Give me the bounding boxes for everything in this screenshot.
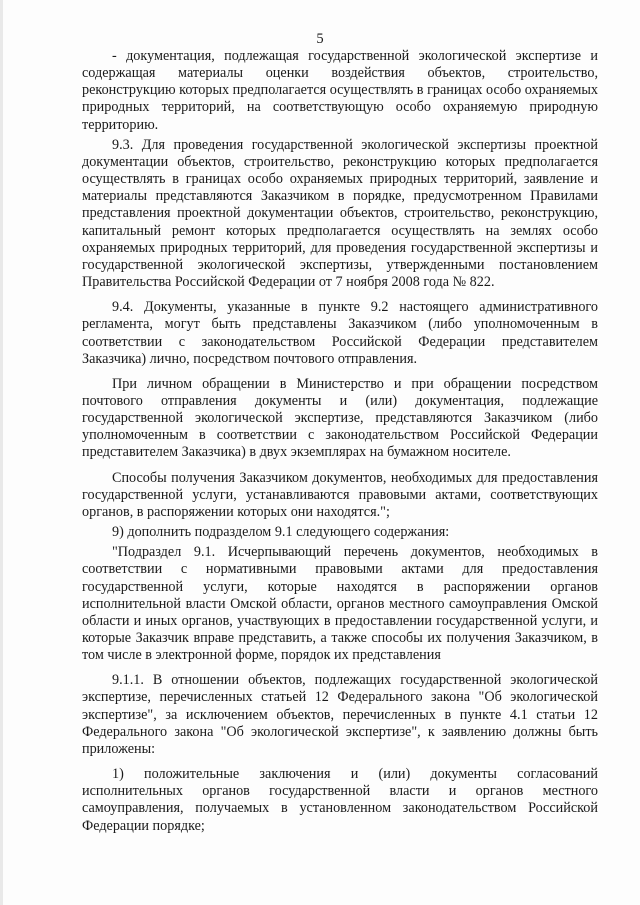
paragraph-item-1: 1) положительные заключения и (или) документы согласований исполнительных органов государственной власти и органов местного самоуправления, получаемых в установленном законодательством Российской Федерации порядке;	[82, 766, 598, 834]
paragraph-documentation-list-item: - документация, подлежащая государственной экологической экспертизе и содержащая материалы оценки воздействия объектов, строительство, реконструкцию которых предполагается осуществлять в границах особо охраняемых природных территорий, на соответствующую особо охраняемую природную территорию.	[82, 48, 598, 133]
paragraph-amendment-9: 9) дополнить подразделом 9.1 следующего содержания:	[112, 524, 450, 541]
scan-edge	[0, 0, 3, 905]
paragraph-subsection-9-1: "Подраздел 9.1. Исчерпывающий перечень документов, необходимых в соответствии с нормативными правовыми актами для предоставления государственной услуги, которые находятся в распоряжении органов исполнительной власти Омской области, органов местного самоуправления Омской области и иных органов, участвующих в предоставлении государственной услуги, и которые Заказчик вправе представить, а также способы их получения Заказчиком, в том числе в электронной форме, порядок их представления	[82, 544, 598, 664]
paragraph-9-1-1: 9.1.1. В отношении объектов, подлежащих государственной экологической экспертизе, перечисленных статьей 12 Федерального закона "Об экологической экспертизе", за исключением объектов, перечисленных в пункте 4.1 статьи 12 Федерального закона "Об экологической экспертизе", к заявлению должны быть приложены:	[82, 672, 598, 757]
paragraph-9-4: 9.4. Документы, указанные в пункте 9.2 настоящего административного регламента, могут быть представлены Заказчиком (либо уполномоченным в соответствии с законодательством Российской Федерации представителем Заказчика) лично, посредством почтового отправления.	[82, 299, 598, 367]
page-number: 5	[316, 31, 324, 47]
paragraph-personal-submission: При личном обращении в Министерство и при обращении посредством почтового отправления документы и (или) документация, подлежащие государственной экологической экспертизе, представляются Заказчиком (либо уполномоченным в соответствии с законодательством Российской Федерации представителем Заказчика) в двух экземплярах на бумажном носителе.	[82, 375, 598, 461]
document-body	[82, 48, 598, 835]
paragraph-9-3: 9.3. Для проведения государственной экологической экспертизы проектной документации объектов, строительство, реконструкцию которых предполагается осуществлять в границах особо охраняемых природных территорий, заявление и материалы представляются Заказчиком в порядке, предусмотренном Правилами представления проектной документации объектов, строительство, реконструкцию, капитальный ремонт которых предполагается осуществлять на землях особо охраняемых природных территорий, для проведения государственной экспертизы и государственной экологической экспертизы, утвержденными постановлением Правительства Российской Федерации от 7 ноября 2008 года № 822.	[82, 136, 598, 291]
paragraph-methods-of-obtaining: Способы получения Заказчиком документов, необходимых для предоставления государственной услуги, устанавливаются правовыми актами, соответствующих органов, в распоряжении которых они находятся.";	[82, 469, 598, 520]
